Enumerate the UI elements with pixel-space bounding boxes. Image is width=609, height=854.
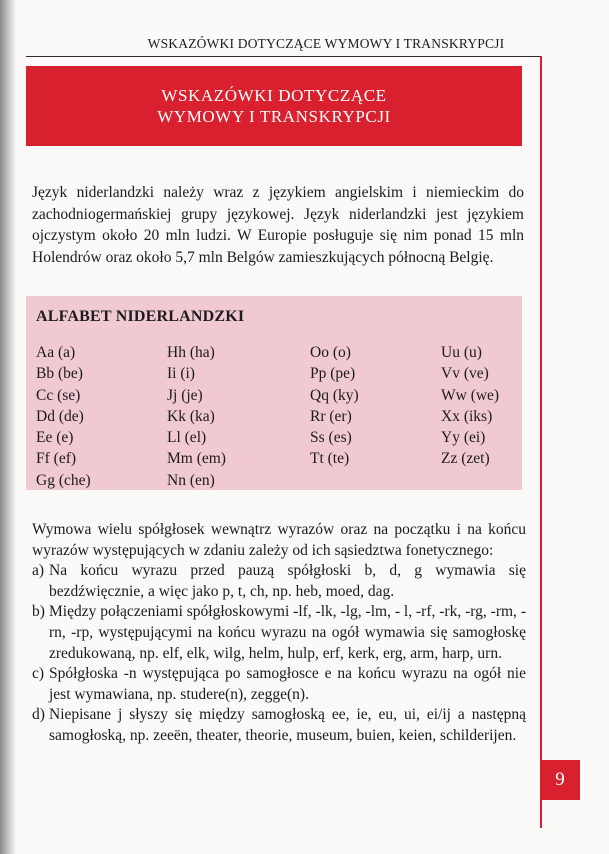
- alphabet-letter: Jj (je): [167, 386, 203, 404]
- alphabet-letter: Rr (er): [310, 407, 352, 425]
- alphabet-letter: Yy (ei): [441, 429, 486, 447]
- alphabet-letter: Cc (se): [36, 386, 81, 404]
- margin-red-rule: [540, 56, 542, 828]
- alphabet-letter: Aa (a): [36, 344, 76, 361]
- rule-text: Spółgłoska -n występująca po samogłosce e na końcu wyrazu na ogół nie jest wymawiana, np. studere(n), zegge(n).: [49, 665, 526, 703]
- rule-marker: a): [32, 562, 45, 580]
- alphabet-column: [310, 342, 359, 470]
- alphabet-letter: Ff (ef): [36, 450, 77, 468]
- section-title-banner: [26, 66, 522, 146]
- alphabet-letter: Ww (we): [441, 386, 500, 404]
- alphabet-letter: Uu (u): [441, 344, 482, 361]
- rule-marker: c): [32, 665, 45, 683]
- alphabet-letter: Zz (zet): [441, 450, 490, 468]
- alphabet-column: [167, 342, 226, 491]
- rule-item: [32, 602, 526, 664]
- consonant-rules-intro: Wymowa wielu spółgłosek wewnątrz wyrazów oraz na początku i na końcu wyrazów występujących w zdaniu zależy od ich sąsiedztwa fonetycznego:: [32, 521, 526, 559]
- rule-marker: d): [32, 706, 45, 724]
- alphabet-letter: Ll (el): [167, 429, 207, 447]
- header-rule: [26, 56, 542, 57]
- alphabet-box: [26, 296, 522, 490]
- page-binding-shadow: [0, 0, 16, 854]
- alphabet-letter: Pp (pe): [310, 365, 356, 383]
- rule-item: [32, 561, 526, 602]
- rule-text: Między połączeniami spółgłoskowymi -lf, -lk, -lg, -lm, - l, -rf, -rk, -rg, -rm, -rn, -rp, występującymi na końcu wyrazu na ogół wymawia się samogłoskę zredukowaną, np. elf, elk, wilg, helm, hulp, erf, kerk, erg, arm, harp, urn.: [49, 603, 526, 662]
- alphabet-letter: Ii (i): [167, 365, 195, 383]
- alphabet-letter: Xx (iks): [441, 407, 493, 425]
- running-head: WSKAZÓWKI DOTYCZĄCE WYMOWY I TRANSKRYPCJI: [147, 36, 505, 51]
- alphabet-letter: Hh (ha): [167, 344, 215, 361]
- alphabet-letter: Gg (che): [36, 471, 91, 489]
- page-number: 9: [555, 769, 565, 790]
- alphabet-letter: Vv (ve): [441, 365, 489, 383]
- alphabet-letter: Bb (be): [36, 365, 83, 383]
- rule-item: [32, 705, 526, 746]
- alphabet-column: [441, 342, 499, 470]
- alphabet-letter: Oo (o): [310, 344, 351, 361]
- section-title-line-2: WYMOWY I TRANSKRYPCJI: [157, 107, 391, 126]
- alphabet-title: ALFABET NIDERLANDZKI: [36, 308, 245, 325]
- alphabet-letter: Dd (de): [36, 407, 84, 425]
- section-title-line-1: WSKAZÓWKI DOTYCZĄCE: [161, 86, 387, 105]
- alphabet-letter: Ss (es): [310, 429, 352, 447]
- alphabet-letter: Ee (e): [36, 429, 74, 447]
- rule-text: Na końcu wyrazu przed pauzą spółgłoski b, d, g wymawia się bezdźwięcznie, a więc jako p, t, ch, np. heb, moed, dag.: [49, 562, 526, 600]
- alphabet-letter: Mm (em): [167, 450, 226, 468]
- alphabet-letter: Qq (ky): [310, 386, 359, 404]
- alphabet-column: [36, 342, 91, 491]
- rule-marker: b): [32, 603, 45, 621]
- alphabet-letter: Kk (ka): [167, 407, 215, 425]
- consonant-rules-section: [32, 520, 526, 747]
- rule-text: Niepisane j słyszy się między samogłoską ee, ie, eu, ui, ei/ij a następną samogłoską, np. zeeën, theater, theorie, museum, buien, keien, schilderijen.: [49, 706, 526, 744]
- intro-paragraph: Język niderlandzki należy wraz z językiem angielskim i niemieckim do zachodniogermańskiej grupy językowej. Język niderlandzki jest językiem ojczystym około 20 mln ludzi. W Europie posługuje się nim ponad 15 mln Holendrów oraz około 5,7 mln Belgów zamieszkujących północną Belgię.: [32, 184, 524, 266]
- alphabet-letter: Nn (en): [167, 471, 215, 489]
- page-number-tab: [540, 760, 580, 800]
- alphabet-letter: Tt (te): [310, 450, 350, 468]
- rule-item: [32, 664, 526, 705]
